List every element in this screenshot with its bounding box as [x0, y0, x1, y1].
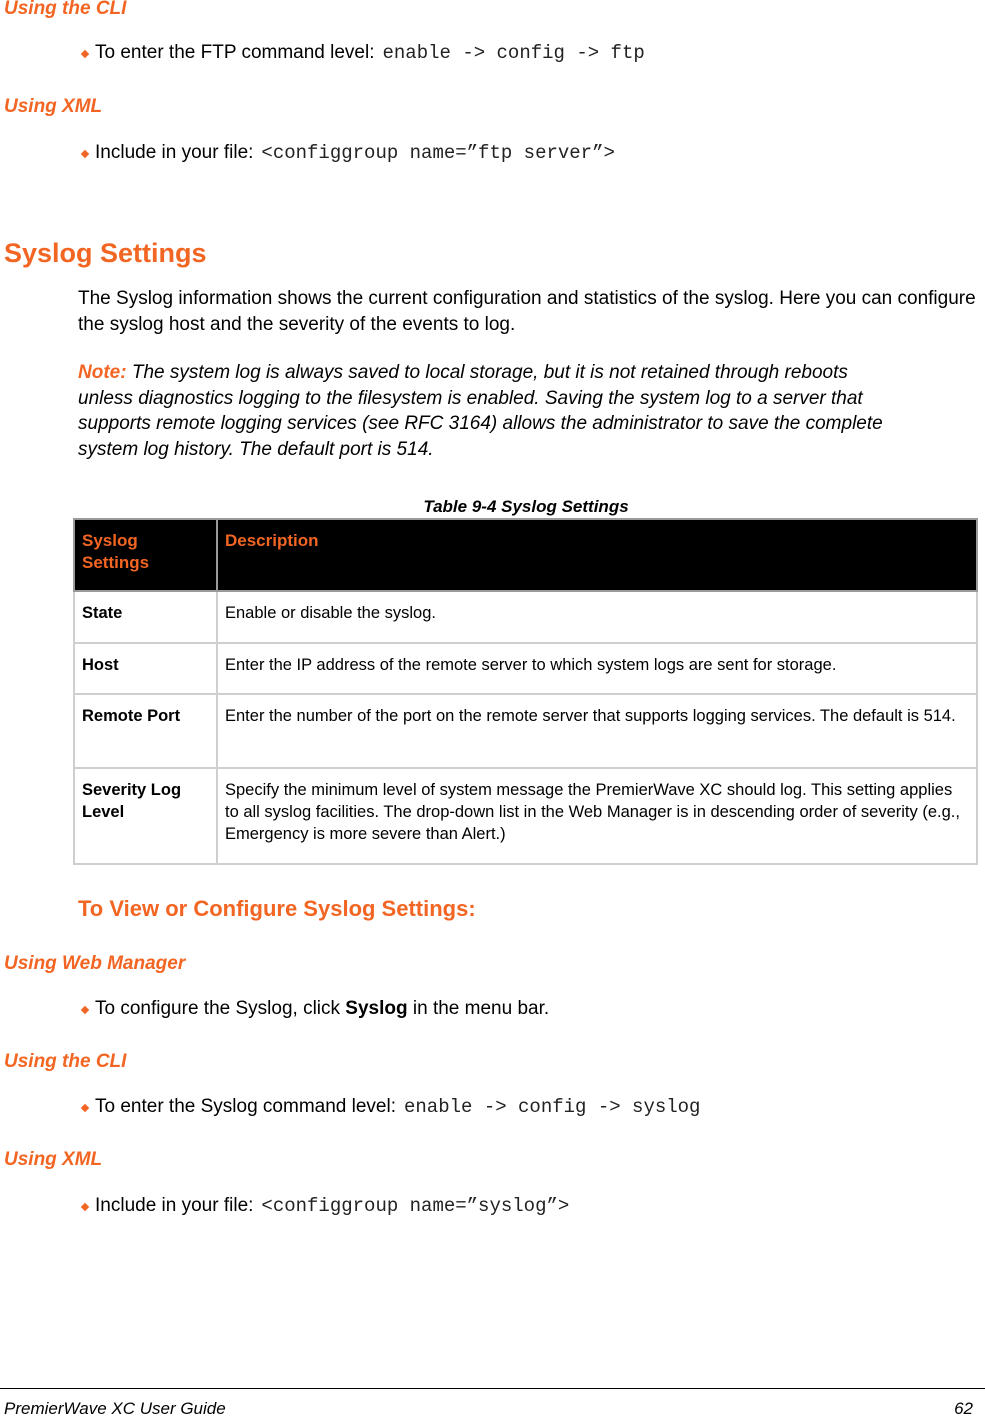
- code-snippet: <configgroup name=”ftp server”>: [261, 142, 615, 164]
- syslog-settings-heading: Syslog Settings: [4, 238, 207, 268]
- row-description: Enable or disable the syslog.: [217, 591, 977, 643]
- table-row: [74, 768, 977, 864]
- row-description: Specify the minimum level of system message the PremierWave XC should log. This setting applies to all syslog facilities. The drop-down list in the Web Manager is in descending order of severity (e.g., Emergency is more severe than Alert.): [217, 768, 977, 864]
- bullet-text: Include in your file:: [95, 1195, 254, 1216]
- row-description: Enter the IP address of the remote server to which system logs are sent for storage.: [217, 643, 977, 694]
- bullet-web-manager: [95, 998, 549, 1020]
- code-snippet: <configgroup name=”syslog”>: [261, 1195, 570, 1217]
- column-header-description: Description: [217, 519, 977, 591]
- bullet-cli-ftp: [95, 42, 645, 64]
- bullet-cli-syslog: [95, 1096, 700, 1118]
- row-description: Enter the number of the port on the remote server that supports logging services. The default is 514.: [217, 694, 977, 768]
- section-heading-web-manager: Using Web Manager: [4, 953, 186, 974]
- row-key: Host: [74, 643, 217, 694]
- bullet-xml-ftp: [95, 142, 615, 164]
- table-row: [74, 694, 977, 768]
- diamond-bullet-icon: [81, 150, 89, 158]
- syslog-intro: The Syslog information shows the current configuration and statistics of the syslog. Here you can configure the syslog host and the severity of the events to log.: [78, 288, 976, 335]
- page-number: 62: [954, 1399, 973, 1418]
- note-label: Note:: [78, 362, 127, 383]
- bullet-text: To enter the Syslog command level:: [95, 1096, 396, 1117]
- column-header-settings: Syslog Settings: [74, 519, 217, 591]
- code-snippet: enable -> config -> ftp: [382, 42, 645, 64]
- bullet-xml-syslog: [95, 1195, 569, 1217]
- bullet-text: To enter the FTP command level:: [95, 42, 375, 63]
- diamond-bullet-icon: [81, 50, 89, 58]
- footer-title: PremierWave XC User Guide: [4, 1399, 226, 1418]
- section-heading-xml-ftp: Using XML: [4, 96, 103, 117]
- section-heading-xml-syslog: Using XML: [4, 1149, 103, 1170]
- bullet-text-bold: Syslog: [345, 998, 408, 1019]
- row-key: State: [74, 591, 217, 643]
- syslog-settings-table: [73, 518, 978, 865]
- row-key: Remote Port: [74, 694, 217, 768]
- section-heading-cli-syslog: Using the CLI: [4, 1051, 127, 1072]
- bullet-text-post: in the menu bar.: [407, 998, 550, 1019]
- footer-divider: [0, 1388, 985, 1389]
- section-heading-cli-ftp: Using the CLI: [4, 0, 127, 19]
- diamond-bullet-icon: [81, 1203, 89, 1211]
- bullet-text: Include in your file:: [95, 142, 254, 163]
- table-row: [74, 591, 977, 643]
- row-key: Severity Log Level: [74, 768, 217, 864]
- bullet-text-pre: To configure the Syslog, click: [95, 998, 346, 1019]
- code-snippet: enable -> config -> syslog: [404, 1096, 701, 1118]
- diamond-bullet-icon: [81, 1104, 89, 1112]
- configure-heading: To View or Configure Syslog Settings:: [78, 896, 476, 921]
- table-row: [74, 643, 977, 694]
- table-header-row: [74, 519, 977, 591]
- note-text: The system log is always saved to local storage, but it is not retained through reboots unless diagnostics logging to the filesystem is enabled. Saving the system log to a server that supports remote logging services (see RFC 3164) allows the administrator to save the complete system log history. The default port is 514.: [78, 362, 883, 460]
- diamond-bullet-icon: [81, 1006, 89, 1014]
- syslog-note: [78, 360, 908, 462]
- table-caption: Table 9-4 Syslog Settings: [423, 497, 629, 516]
